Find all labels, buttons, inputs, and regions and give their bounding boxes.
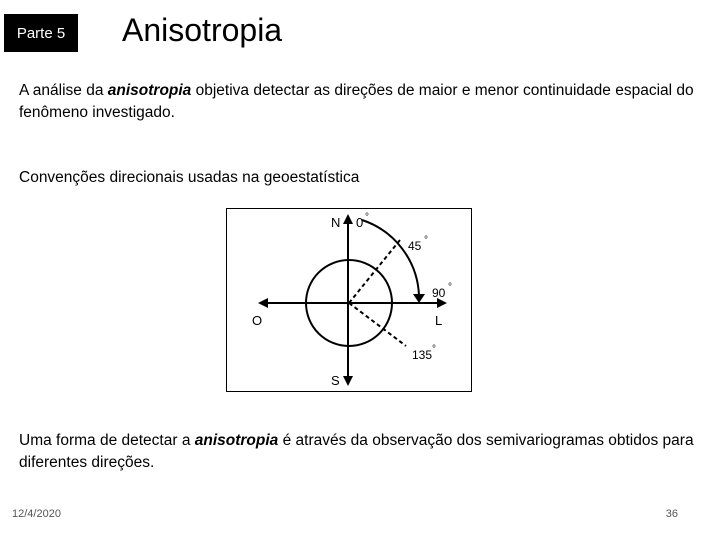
south-label: S bbox=[331, 373, 340, 388]
intro-text-start: A análise da bbox=[19, 82, 108, 99]
angle-0-label: 0 bbox=[356, 215, 364, 230]
conclusion-text-end: é através da observação dos semivariogramas obtidos para diferentes direções. bbox=[19, 432, 694, 471]
north-label: N bbox=[331, 215, 341, 230]
angle-arc bbox=[362, 220, 419, 296]
intro-paragraph bbox=[19, 80, 709, 124]
direction-diagram bbox=[226, 208, 472, 392]
section-badge bbox=[4, 14, 78, 52]
north-arrow-icon bbox=[343, 214, 353, 224]
diagonal-135-line bbox=[349, 303, 406, 346]
conclusion-text-start: Uma forma de detectar a bbox=[19, 432, 195, 449]
conclusion-keyword: anisotropia bbox=[194, 432, 279, 449]
section-badge-label: Parte 5 bbox=[16, 24, 66, 42]
intro-text-end: objetiva detectar as direções de maior e menor continuidade espacial do fenômeno investigado. bbox=[19, 82, 694, 121]
angle-135-label: 135 bbox=[412, 348, 433, 362]
diagonal-45-line bbox=[349, 240, 400, 303]
angle-90-label: 90 bbox=[432, 286, 446, 300]
page-title: Anisotropia bbox=[122, 12, 283, 48]
angle-90-degree: ° bbox=[448, 282, 452, 293]
footer-date: 12/4/2020 bbox=[12, 508, 61, 520]
east-label: L bbox=[435, 313, 443, 328]
west-arrow-icon bbox=[258, 298, 268, 308]
angle-0-degree: ° bbox=[365, 212, 369, 223]
intro-keyword: anisotropia bbox=[107, 82, 192, 99]
west-label: O bbox=[252, 313, 263, 328]
angle-135-degree: ° bbox=[432, 344, 436, 355]
angle-45-label: 45 bbox=[408, 239, 422, 253]
conventions-heading: Convenções direcionais usadas na geoestatística bbox=[19, 169, 360, 186]
conclusion-paragraph bbox=[19, 430, 709, 474]
arc-arrow-icon bbox=[413, 294, 425, 303]
page-number: 36 bbox=[665, 508, 678, 520]
angle-45-degree: ° bbox=[424, 235, 428, 246]
south-arrow-icon bbox=[343, 376, 353, 386]
